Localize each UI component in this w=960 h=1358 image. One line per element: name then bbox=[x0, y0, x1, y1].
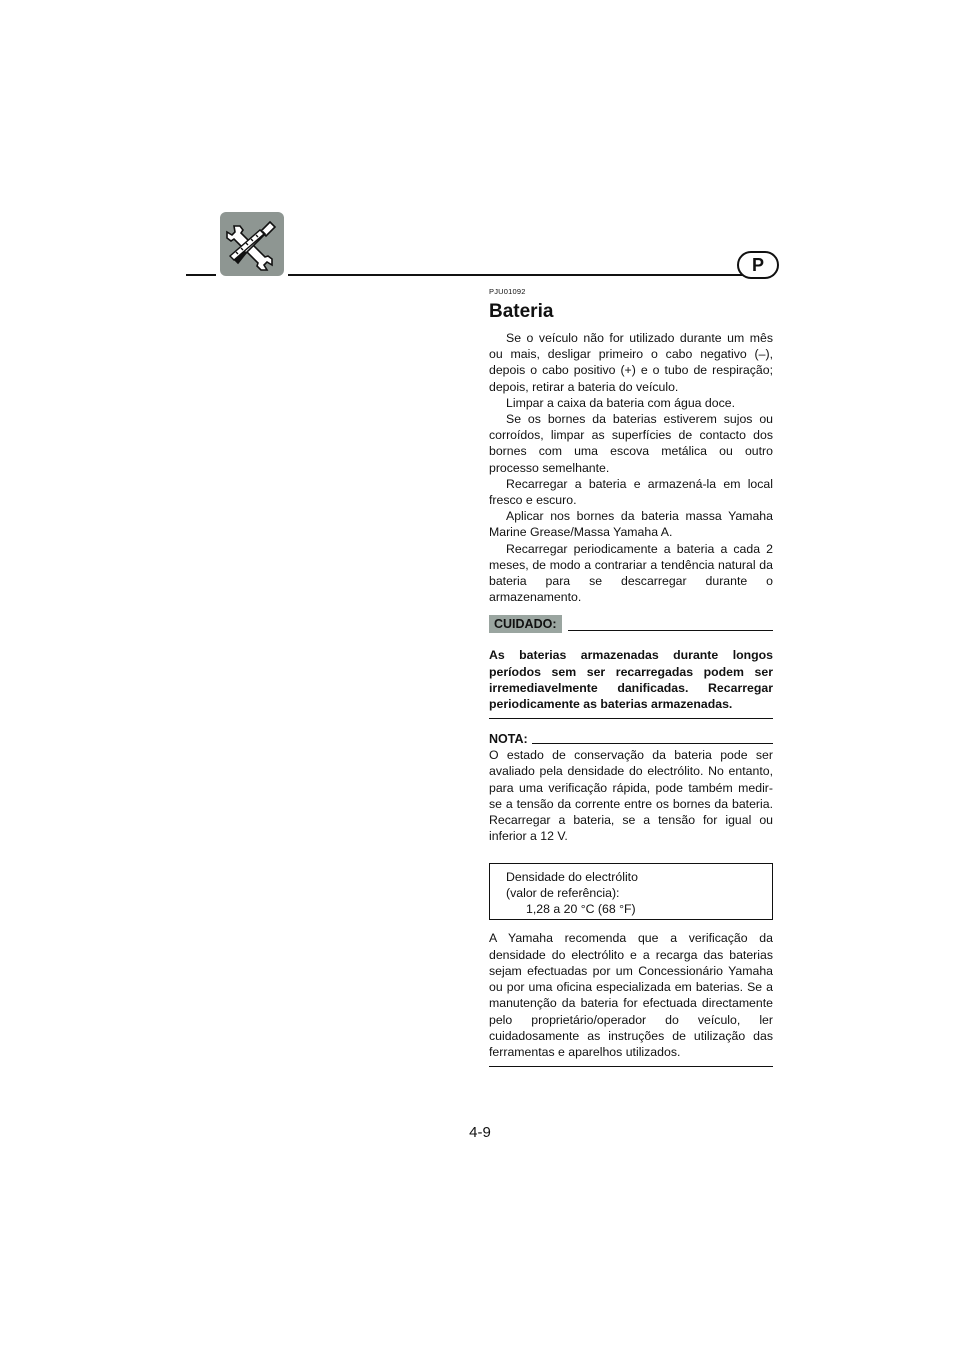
caution-rule bbox=[568, 630, 774, 631]
spec-box bbox=[489, 863, 773, 920]
paragraph: Limpar a caixa da bateria com água doce. bbox=[506, 395, 735, 410]
paragraph: Recarregar a bateria e armazená-la em local fresco e escuro. bbox=[489, 476, 773, 508]
note-rule bbox=[532, 743, 773, 744]
spec-label-line2: (valor de referência): bbox=[506, 886, 620, 901]
note-label: NOTA: bbox=[489, 732, 528, 747]
tools-icon bbox=[220, 212, 284, 276]
caution-end-rule bbox=[489, 718, 773, 719]
section-title: Bateria bbox=[489, 301, 554, 322]
section-code: PJU01092 bbox=[489, 287, 526, 296]
section-content bbox=[489, 287, 773, 1067]
spec-label-line1: Densidade do electrólito bbox=[506, 870, 638, 885]
language-badge: P bbox=[737, 251, 779, 279]
header-rule-left bbox=[186, 274, 216, 276]
note-header bbox=[489, 731, 773, 747]
caution-label: CUIDADO: bbox=[489, 615, 562, 633]
section-badge bbox=[220, 212, 284, 276]
closing-paragraph: A Yamaha recomenda que a verificação da densidade do electrólito e a recarga das baterias sejam efectuadas por um Concessionário Yamaha ou por uma oficina especializada em baterias. Se a manutenção da bateria for efectuada directamente pelo proprietário/operador do veículo, ler cuidadosamente as instruções de utilização das ferramentas e aparelhos utilizados. bbox=[489, 931, 773, 1059]
header-rule-right bbox=[288, 274, 774, 276]
caution-header bbox=[489, 615, 773, 633]
spec-value: 1,28 a 20 °C (68 °F) bbox=[526, 902, 636, 917]
paragraph: Aplicar nos bornes da bateria massa Yamaha Marine Grease/Massa Yamaha A. bbox=[489, 509, 773, 540]
paragraph: Se os bornes da baterias estiverem sujos ou corroídos, limpar as superfícies de contacto dos bornes com uma escova metálica ou outro processo semelhante. bbox=[489, 412, 773, 475]
section-end-rule bbox=[489, 1066, 773, 1067]
caution-text: As baterias armazenadas durante longos períodos sem ser recarregadas podem ser irremediavelmente danificadas. Recarregar periodicamente as baterias armazenadas. bbox=[489, 648, 773, 712]
paragraph: Recarregar periodicamente a bateria a cada 2 meses, de modo a contrariar a tendência natural da bateria para se descarregar durante o armazenamento. bbox=[489, 541, 773, 605]
paragraph: Se o veículo não for utilizado durante um mês ou mais, desligar primeiro o cabo negativo (–), depois o cabo positivo (+) e o tubo de respiração; depois, retirar a bateria do veículo. bbox=[489, 331, 773, 394]
page-number: 4-9 bbox=[469, 1124, 491, 1141]
note-text: O estado de conservação da bateria pode ser avaliado pela densidade do electrólito. No entanto, para uma verificação rápida, pode também medir-se a tensão da corrente entre os bornes da bateria. Recarregar a bateria, se a tensão for igual ou inferior a 12 V. bbox=[489, 748, 773, 844]
